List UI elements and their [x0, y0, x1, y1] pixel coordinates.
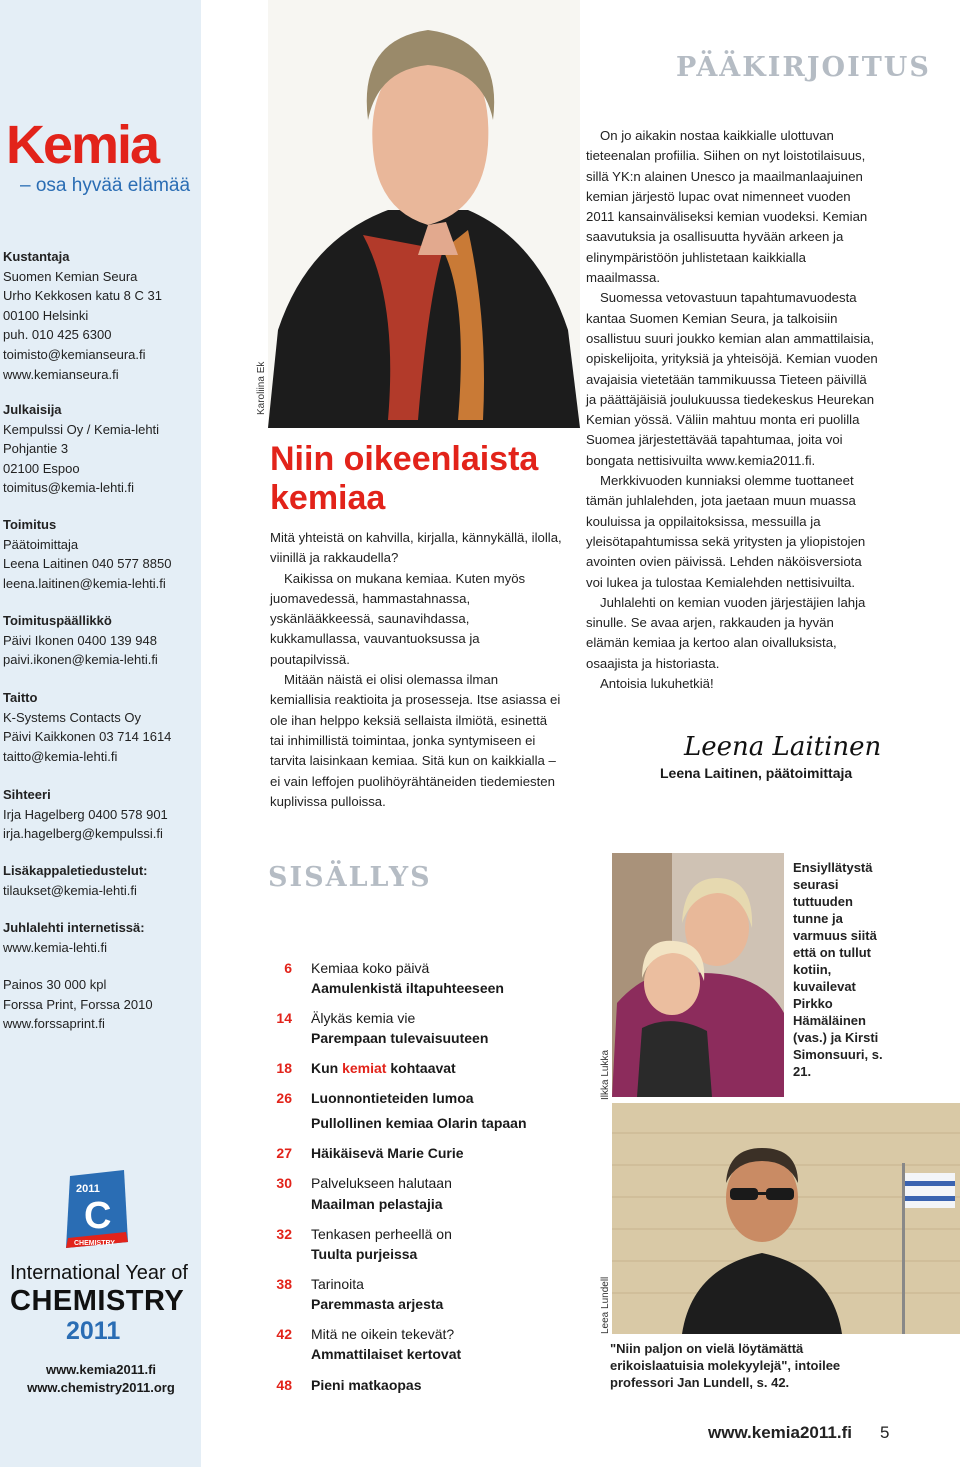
block-line: Painos 30 000 kpl: [3, 977, 107, 992]
women-photo-caption: Ensiyllätystä seurasi tuttuuden tunne ja varmuus siitä että on tullut kotiin, kuvailevat Pirkko Hämäläinen (vas.) ja Kirsti Simonsuuri, s. 21.: [793, 860, 883, 1079]
toc-line-2: Paremmasta arjesta: [311, 1296, 444, 1312]
block-line: Päivi Kaikkonen 03 714 1614: [3, 729, 172, 745]
block-line: paivi.ikonen@kemia-lehti.fi: [3, 652, 158, 668]
managing-editor-block: [3, 611, 158, 670]
block-line: Suomen Kemian Seura: [3, 268, 138, 284]
toc-page-number: 18: [276, 1060, 292, 1076]
toc-line-1: Mitä ne oikein tekevät?: [311, 1326, 455, 1342]
professor-photo: [612, 1103, 960, 1334]
page-number: 5: [880, 1423, 890, 1442]
badge-year: 2011: [76, 1183, 100, 1195]
toc-page-number: 6: [284, 960, 292, 976]
editorial-left-column: [270, 528, 562, 812]
block-line: Leena Laitinen 040 577 8850: [3, 556, 172, 572]
toc-text-part: Kun: [311, 1060, 343, 1076]
magazine-logo: Kemia: [6, 115, 159, 175]
block-line: Irja Hagelberg 0400 578 901: [3, 806, 168, 822]
block-heading: Toimitus: [3, 517, 57, 532]
toc-line-2: Maailman pelastajia: [311, 1196, 443, 1212]
secretary-block: [3, 785, 168, 844]
footer-url[interactable]: www.kemia2011.fi: [708, 1423, 852, 1442]
toc-page-number: 30: [276, 1175, 292, 1191]
publisher-block: [3, 247, 162, 384]
section-title-editorial: PÄÄKIRJOITUS: [676, 52, 931, 83]
layout-block: [3, 688, 171, 766]
block-line: 02100 Espoo: [3, 460, 80, 476]
toc-line-2: Pullollinen kemiaa Olarin tapaan: [311, 1115, 527, 1131]
toc-line-2: Parempaan tulevaisuuteen: [311, 1030, 489, 1046]
photo-credit-women: Ilkka Lukka: [600, 1049, 611, 1100]
editorial-paragraph: Suomessa vetovastuun tapahtumavuodesta kantaa Suomen Kemian Seura, ja talkoisiin osallistuu suuri joukko kemian alan ammattilaisia, opiskelijoita, yrityksiä ja yhteisöjä. Kemian vuoden avajaisia vietetään tammikuussa Tieteen päivillä ja päättäjäisiä joulukuussa tiedekeskus Heurekan Kemian yössä. Väliin mahtuu monta eri puolilla Suomea järjestettävää tapahtumaa, joita voi bongata nettisivuilta www.kemia2011.fi.: [586, 290, 878, 468]
block-heading: Kustantaja: [3, 249, 70, 264]
block-line: 00100 Helsinki: [3, 307, 89, 323]
badge-letter: C: [84, 1195, 112, 1237]
block-line: taitto@kemia-lehti.fi: [3, 748, 118, 764]
toc-page-number: 32: [276, 1226, 292, 1242]
link-chemistry2011[interactable]: www.chemistry2011.org: [27, 1380, 175, 1395]
editorial-paragraph: Mitä yhteistä on kahvilla, kirjalla, kännykällä, ilolla, viinillä ja rakkaudella?: [270, 530, 562, 566]
toc-page-number: 48: [276, 1377, 292, 1393]
block-line: tilaukset@kemia-lehti.fi: [3, 882, 137, 898]
block-line: leena.laitinen@kemia-lehti.fi: [3, 575, 166, 591]
toc-text-highlight: kemiat: [342, 1060, 387, 1076]
iyc-logo-badge: [62, 1170, 132, 1250]
block-heading: Taitto: [3, 690, 38, 705]
toc-text-part: kohtaavat: [386, 1060, 456, 1076]
editorial-paragraph: Kaikissa on mukana kemiaa. Kuten myös juomavedessä, hammastahnassa, yskänlääkkeessä, saunavihdassa, kukkamullassa, vauvantuoksussa ja poutapilvissä.: [270, 570, 526, 667]
issuer-block: [3, 400, 159, 498]
toc-line-1: Häikäisevä Marie Curie: [311, 1145, 464, 1161]
block-line: Forssa Print, Forssa 2010: [3, 996, 153, 1012]
block-line: www.forssaprint.fi: [3, 1016, 105, 1032]
editorial-staff-block: [3, 515, 171, 593]
block-line: toimitus@kemia-lehti.fi: [3, 480, 134, 496]
toc-line-1: [311, 1058, 571, 1078]
toc-line-2: Tuulta purjeissa: [311, 1246, 418, 1262]
toc-page-number: 27: [276, 1145, 292, 1161]
editorial-paragraph: On jo aikakin nostaa kaikkialle ulottuvan tieteenalan profiilia. Siihen on nyt loistotilaisuus, sillä YK:n alainen Unesco ja maailmanlaajuinen kemian järjestö lupac ovat nimenneet vuoden 2011 kansainväliseksi kemian vuodeksi. Kemian saavutuksia ja osallisuutta hyvään arkeen ja elinympäristöön juhlistetaan kaikkialla maailmassa.: [586, 128, 868, 286]
badge-word: CHEMISTRY: [74, 1240, 115, 1247]
toc-line-1: Älykäs kemia vie: [311, 1010, 416, 1026]
toc-line-1: Pieni matkaopas: [311, 1377, 422, 1393]
toc-page-number: 26: [276, 1090, 292, 1106]
extra-copies-block: [3, 861, 147, 900]
block-line: Kempulssi Oy / Kemia-lehti: [3, 421, 160, 437]
iyc-line-1: International Year of: [10, 1262, 188, 1284]
block-line: Pohjantie 3: [3, 441, 69, 457]
block-line: Päätoimittaja: [3, 536, 79, 552]
photo-credit-professor: Leea Lundell: [600, 1276, 611, 1334]
professor-photo-caption: "Niin paljon on vielä löytämättä erikoislaatuisia molekyylejä", intoilee professori Jan Lundell, s. 42.: [610, 1341, 841, 1390]
masthead-sidebar: [0, 0, 201, 1467]
editorial-paragraph: Mitään näistä ei olisi olemassa ilman kemiallisia reaktioita ja prosesseja. Itse asiassa ei ole ihan helppo keksiä sellaista ilmiötä, esinettä tai inhimillistä toimintaa, jonka syntymiseen ei tarvita laisinkaan kemiaa. Sitä kun on kaikkialla – ei vain leffojen puolihöyrähtäneiden tiedemiesten kuplivissa pulloissa.: [270, 672, 561, 809]
print-block: [3, 975, 153, 1034]
toc-line-2: Ammattilaiset kertovat: [311, 1346, 462, 1362]
section-title-toc: SISÄLLYS: [268, 862, 432, 893]
block-line: Urho Kekkosen katu 8 C 31: [3, 288, 162, 304]
block-heading: Juhlalehti internetissä:: [3, 920, 145, 935]
block-line: toimisto@kemianseura.fi: [3, 346, 146, 362]
editorial-right-column: [586, 126, 878, 694]
block-line: www.kemianseura.fi: [3, 366, 119, 382]
toc-line-1: Tenkasen perheellä on: [311, 1226, 452, 1242]
block-line: puh. 010 425 6300: [3, 327, 112, 343]
editorial-paragraph: Merkkivuoden kunniaksi olemme tuottaneet tämän juhlalehden, jota jaetaan muun muassa kouluissa ja oppilaitoksissa, messuilla ja yleisötapahtumissa sekä yritysten ja yliopistojen avointen ovien päivissä. Lehden näköisversiota voi lukea ja tulostaa Kemialehden nettisivuilta.: [586, 473, 866, 590]
toc-line-1: Palvelukseen halutaan: [311, 1175, 452, 1191]
women-photo: [612, 853, 784, 1097]
block-heading: Toimituspäällikkö: [3, 613, 112, 628]
toc-line-1: Kemiaa koko päivä: [311, 960, 430, 976]
link-kemia2011[interactable]: www.kemia2011.fi: [45, 1362, 157, 1377]
block-line: K-Systems Contacts Oy: [3, 709, 141, 725]
editor-name: Leena Laitinen, päätoimittaja: [660, 765, 853, 781]
block-line: www.kemia-lehti.fi: [3, 939, 108, 955]
iyc-line-2: CHEMISTRY: [10, 1285, 185, 1317]
toc-page-number: 42: [276, 1326, 292, 1342]
photo-credit-editor: Karoliina Ek: [256, 361, 267, 415]
toc-page-number: 14: [276, 1010, 292, 1026]
toc-page-number: 38: [276, 1276, 292, 1292]
block-line: irja.hagelberg@kempulssi.fi: [3, 826, 163, 842]
editorial-paragraph: Antoisia lukuhetkiä!: [600, 676, 714, 692]
online-block: [3, 918, 145, 957]
toc-line-1: Tarinoita: [311, 1276, 364, 1292]
block-heading: Julkaisija: [3, 402, 62, 417]
women-illustration: [612, 853, 784, 1097]
toc-line-1: Luonnontieteiden lumoa: [311, 1090, 474, 1106]
block-heading: Lisäkappaletiedustelut:: [3, 863, 148, 878]
portrait-illustration: [268, 0, 580, 428]
professor-illustration: [612, 1103, 960, 1334]
editorial-headline: Niin oikeenlaista kemiaa: [270, 440, 539, 517]
magazine-slogan: – osa hyvää elämää: [20, 175, 191, 196]
editor-portrait: [268, 0, 580, 428]
toc-line-2: Aamulenkistä iltapuhteeseen: [311, 980, 504, 996]
iyc-line-3: 2011: [66, 1317, 121, 1345]
editorial-paragraph: Juhlalehti on kemian vuoden järjestäjien lahja sinulle. Se avaa arjen, rakkauden ja hyvän elämän kemiaa ja kertoo alan oivalluksista, osaajista ja historiasta.: [586, 594, 866, 671]
block-line: Päivi Ikonen 0400 139 948: [3, 632, 157, 648]
block-heading: Sihteeri: [3, 787, 51, 802]
editor-signature: Leena Laitinen: [684, 732, 882, 762]
